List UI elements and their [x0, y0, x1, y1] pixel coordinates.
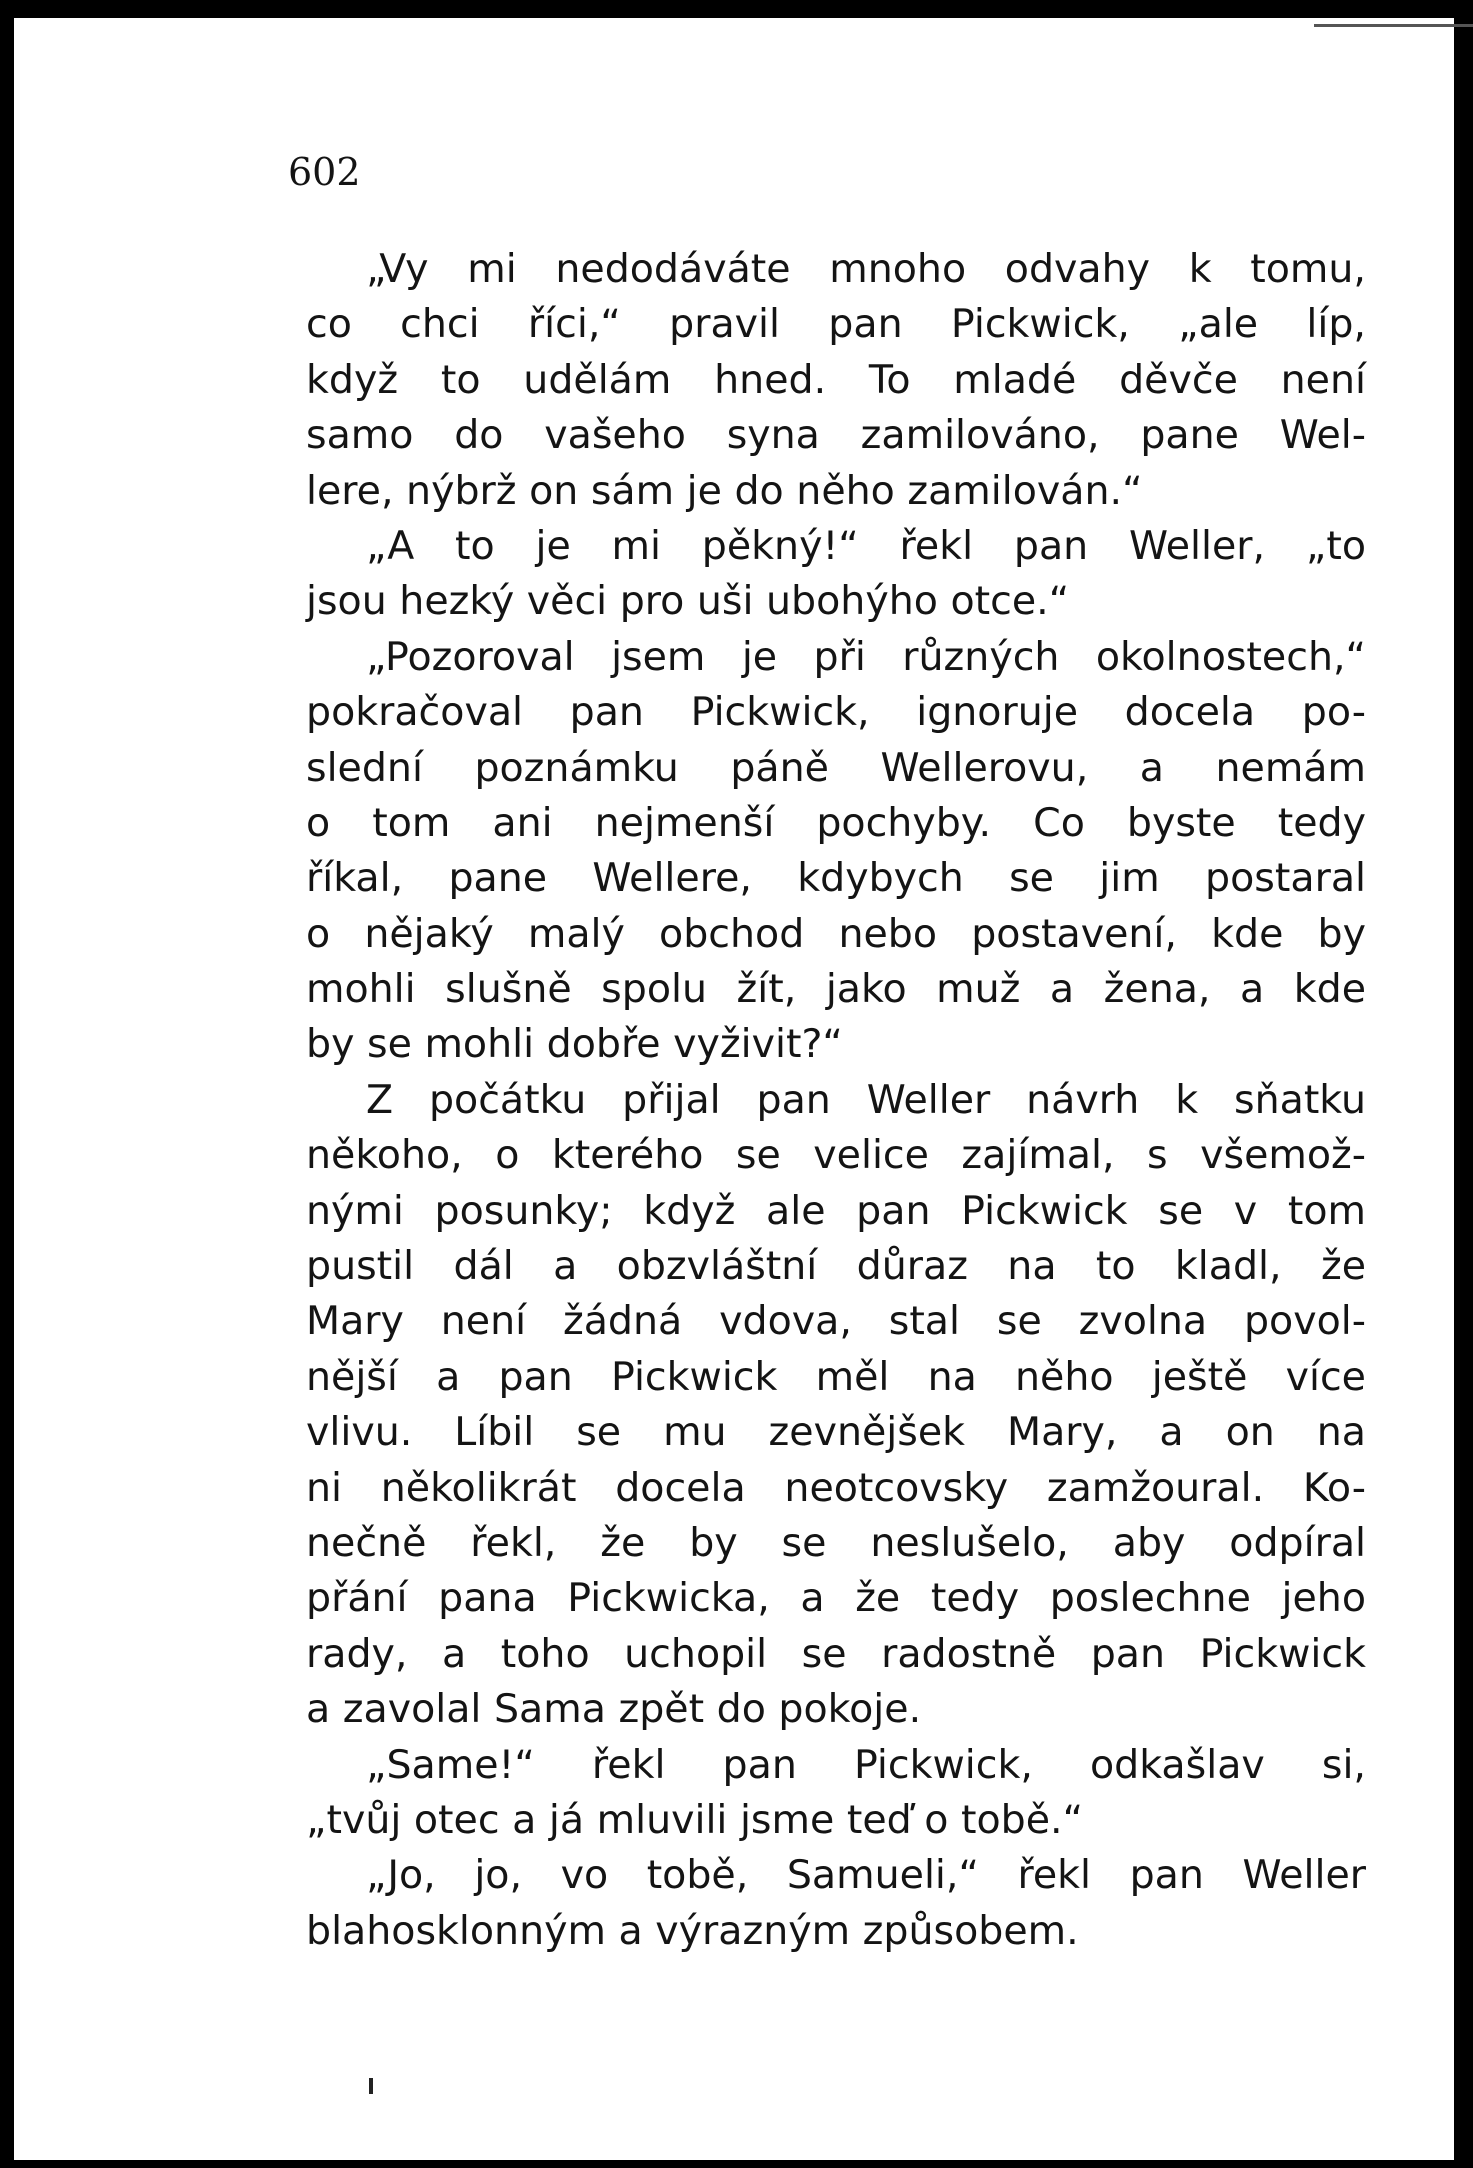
text-line: blahosklonným a výrazným způsobem.	[306, 1907, 1079, 1954]
text-line: „Same!“ řekl pan Pickwick, odkašlav si,	[366, 1741, 1366, 1788]
text-line: „A to je mi pěkný!“ řekl pan Weller, „to	[366, 522, 1366, 569]
text-line: někoho, o kterého se velice zajímal, s všemož-	[306, 1132, 1366, 1179]
text-line: a zavolal Sama zpět do pokoje.	[306, 1686, 922, 1733]
text-line: přání pana Pickwicka, a že tedy poslechne jeho	[306, 1575, 1366, 1622]
text-line: „Jo, jo, vo tobě, Samueli,“ řekl pan Weller	[366, 1852, 1366, 1899]
text-line: pustil dál a obzvláštní důraz na to kladl, že	[306, 1243, 1366, 1290]
text-line: lere, nýbrž on sám je do něho zamilován.“	[306, 467, 1143, 514]
text-line: samo do vašeho syna zamilováno, pane Wel-	[306, 412, 1366, 459]
text-line: co chci říci,“ pravil pan Pickwick, „ale líp,	[306, 301, 1366, 348]
text-line: pokračoval pan Pickwick, ignoruje docela po-	[306, 689, 1366, 736]
text-line: „Vy mi nedodáváte mnoho odvahy k tomu,	[366, 246, 1366, 292]
stray-ink-mark	[369, 2078, 373, 2094]
text-line: Z počátku přijal pan Weller návrh k sňatku	[366, 1076, 1366, 1123]
text-line: vlivu. Líbil se mu zevnějšek Mary, a on na	[306, 1409, 1366, 1456]
body-text	[306, 242, 1366, 1959]
book-page	[14, 18, 1454, 2160]
text-line: ni několikrát docela neotcovsky zamžoural. Ko-	[306, 1464, 1366, 1511]
text-line: „Pozoroval jsem je při různých okolnostech,“	[366, 633, 1366, 680]
text-line: Mary není žádná vdova, stal se zvolna povol-	[306, 1298, 1366, 1345]
text-line: nější a pan Pickwick měl na něho ještě více	[306, 1353, 1366, 1400]
text-line: rady, a toho uchopil se radostně pan Pickwick	[306, 1630, 1366, 1677]
text-line: říkal, pane Wellere, kdybych se jim postaral	[306, 855, 1366, 902]
text-line: o nějaký malý obchod nebo postavení, kde by	[306, 910, 1366, 957]
text-line: o tom ani nejmenší pochyby. Co byste tedy	[306, 799, 1366, 846]
text-line: nečně řekl, že by se neslušelo, aby odpíral	[306, 1519, 1366, 1566]
text-line: nými posunky; když ale pan Pickwick se v tom	[306, 1187, 1366, 1234]
text-line: „tvůj otec a já mluvili jsme teď o tobě.“	[306, 1796, 1084, 1843]
text-line: jsou hezký věci pro uši ubohýho otce.“	[306, 578, 1070, 625]
page-number: 602	[288, 150, 361, 194]
text-line: když to udělám hned. To mladé děvče není	[306, 356, 1366, 403]
text-line: by se mohli dobře vyživit?“	[306, 1021, 843, 1068]
text-line: mohli slušně spolu žít, jako muž a žena, a kde	[306, 966, 1366, 1013]
text-line: slední poznámku páně Wellerovu, a nemám	[306, 744, 1366, 791]
scan-edge-mark	[1314, 24, 1473, 27]
